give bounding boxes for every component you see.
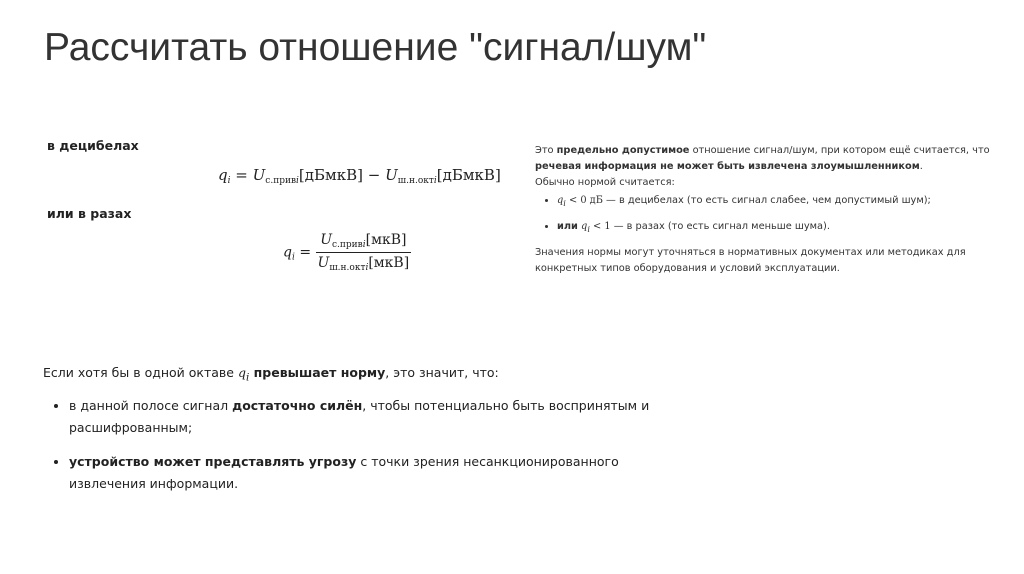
conclusion-item-threat: • устройство может представлять угрозу с точки зрения несанкционированного извлечения информации. — [69, 451, 663, 495]
notes-remark: Значения нормы могут уточняться в нормативных документах или методиках для конкретных типов оборудования и условий эксплуатации. — [535, 246, 966, 274]
notes-norm-intro: Обычно нормой считается: — [535, 177, 675, 188]
conclusion-item-signal: • в данной полосе сигнал достаточно силён, чтобы потенциально быть воспринятым и расшифрованным; — [69, 395, 663, 439]
conclusion-list — [43, 395, 663, 495]
ratio-fraction — [316, 232, 412, 273]
norm-notes — [535, 143, 1005, 277]
notes-definition: Это предельно допустимое отношение сигнал/шум, при котором ещё считается, что речевая информация не может быть извлечена злоумышленником. — [535, 145, 990, 172]
slide-title: Рассчитать отношение "сигнал/шум" — [44, 26, 707, 69]
db-label: в децибелах — [47, 138, 139, 153]
ratio-formula: $q_i$ = $\frac{U_{с.привi}[мкВ]}{U_{ш.н.октi}[мкВ]}$ — [283, 232, 410, 273]
norm-item-db: • $q_i < 0$ дБ — в децибелах (то есть сигнал слабее, чем допустимый шум); — [557, 193, 1005, 211]
db-formula: $q_i$ = $U_{с.привi}[дБмкВ]$ − $U_{ш.н.октi}[дБмкВ]$ — [218, 166, 501, 186]
conclusion-text — [43, 362, 663, 507]
ratio-denominator: $U_{ш.н.октi}[мкВ]$ — [317, 255, 410, 273]
norm-list — [535, 193, 1005, 237]
conclusion-intro: Если хотя бы в одной октаве $q_i$ превышает норму, это значит, что: — [43, 365, 499, 384]
ratio-label: или в разах — [47, 206, 132, 221]
ratio-numerator: $U_{с.привi}[мкВ]$ — [316, 232, 412, 253]
norm-item-ratio: • или $q_i < 1$ — в разах (то есть сигнал меньше шума). — [557, 219, 1005, 237]
